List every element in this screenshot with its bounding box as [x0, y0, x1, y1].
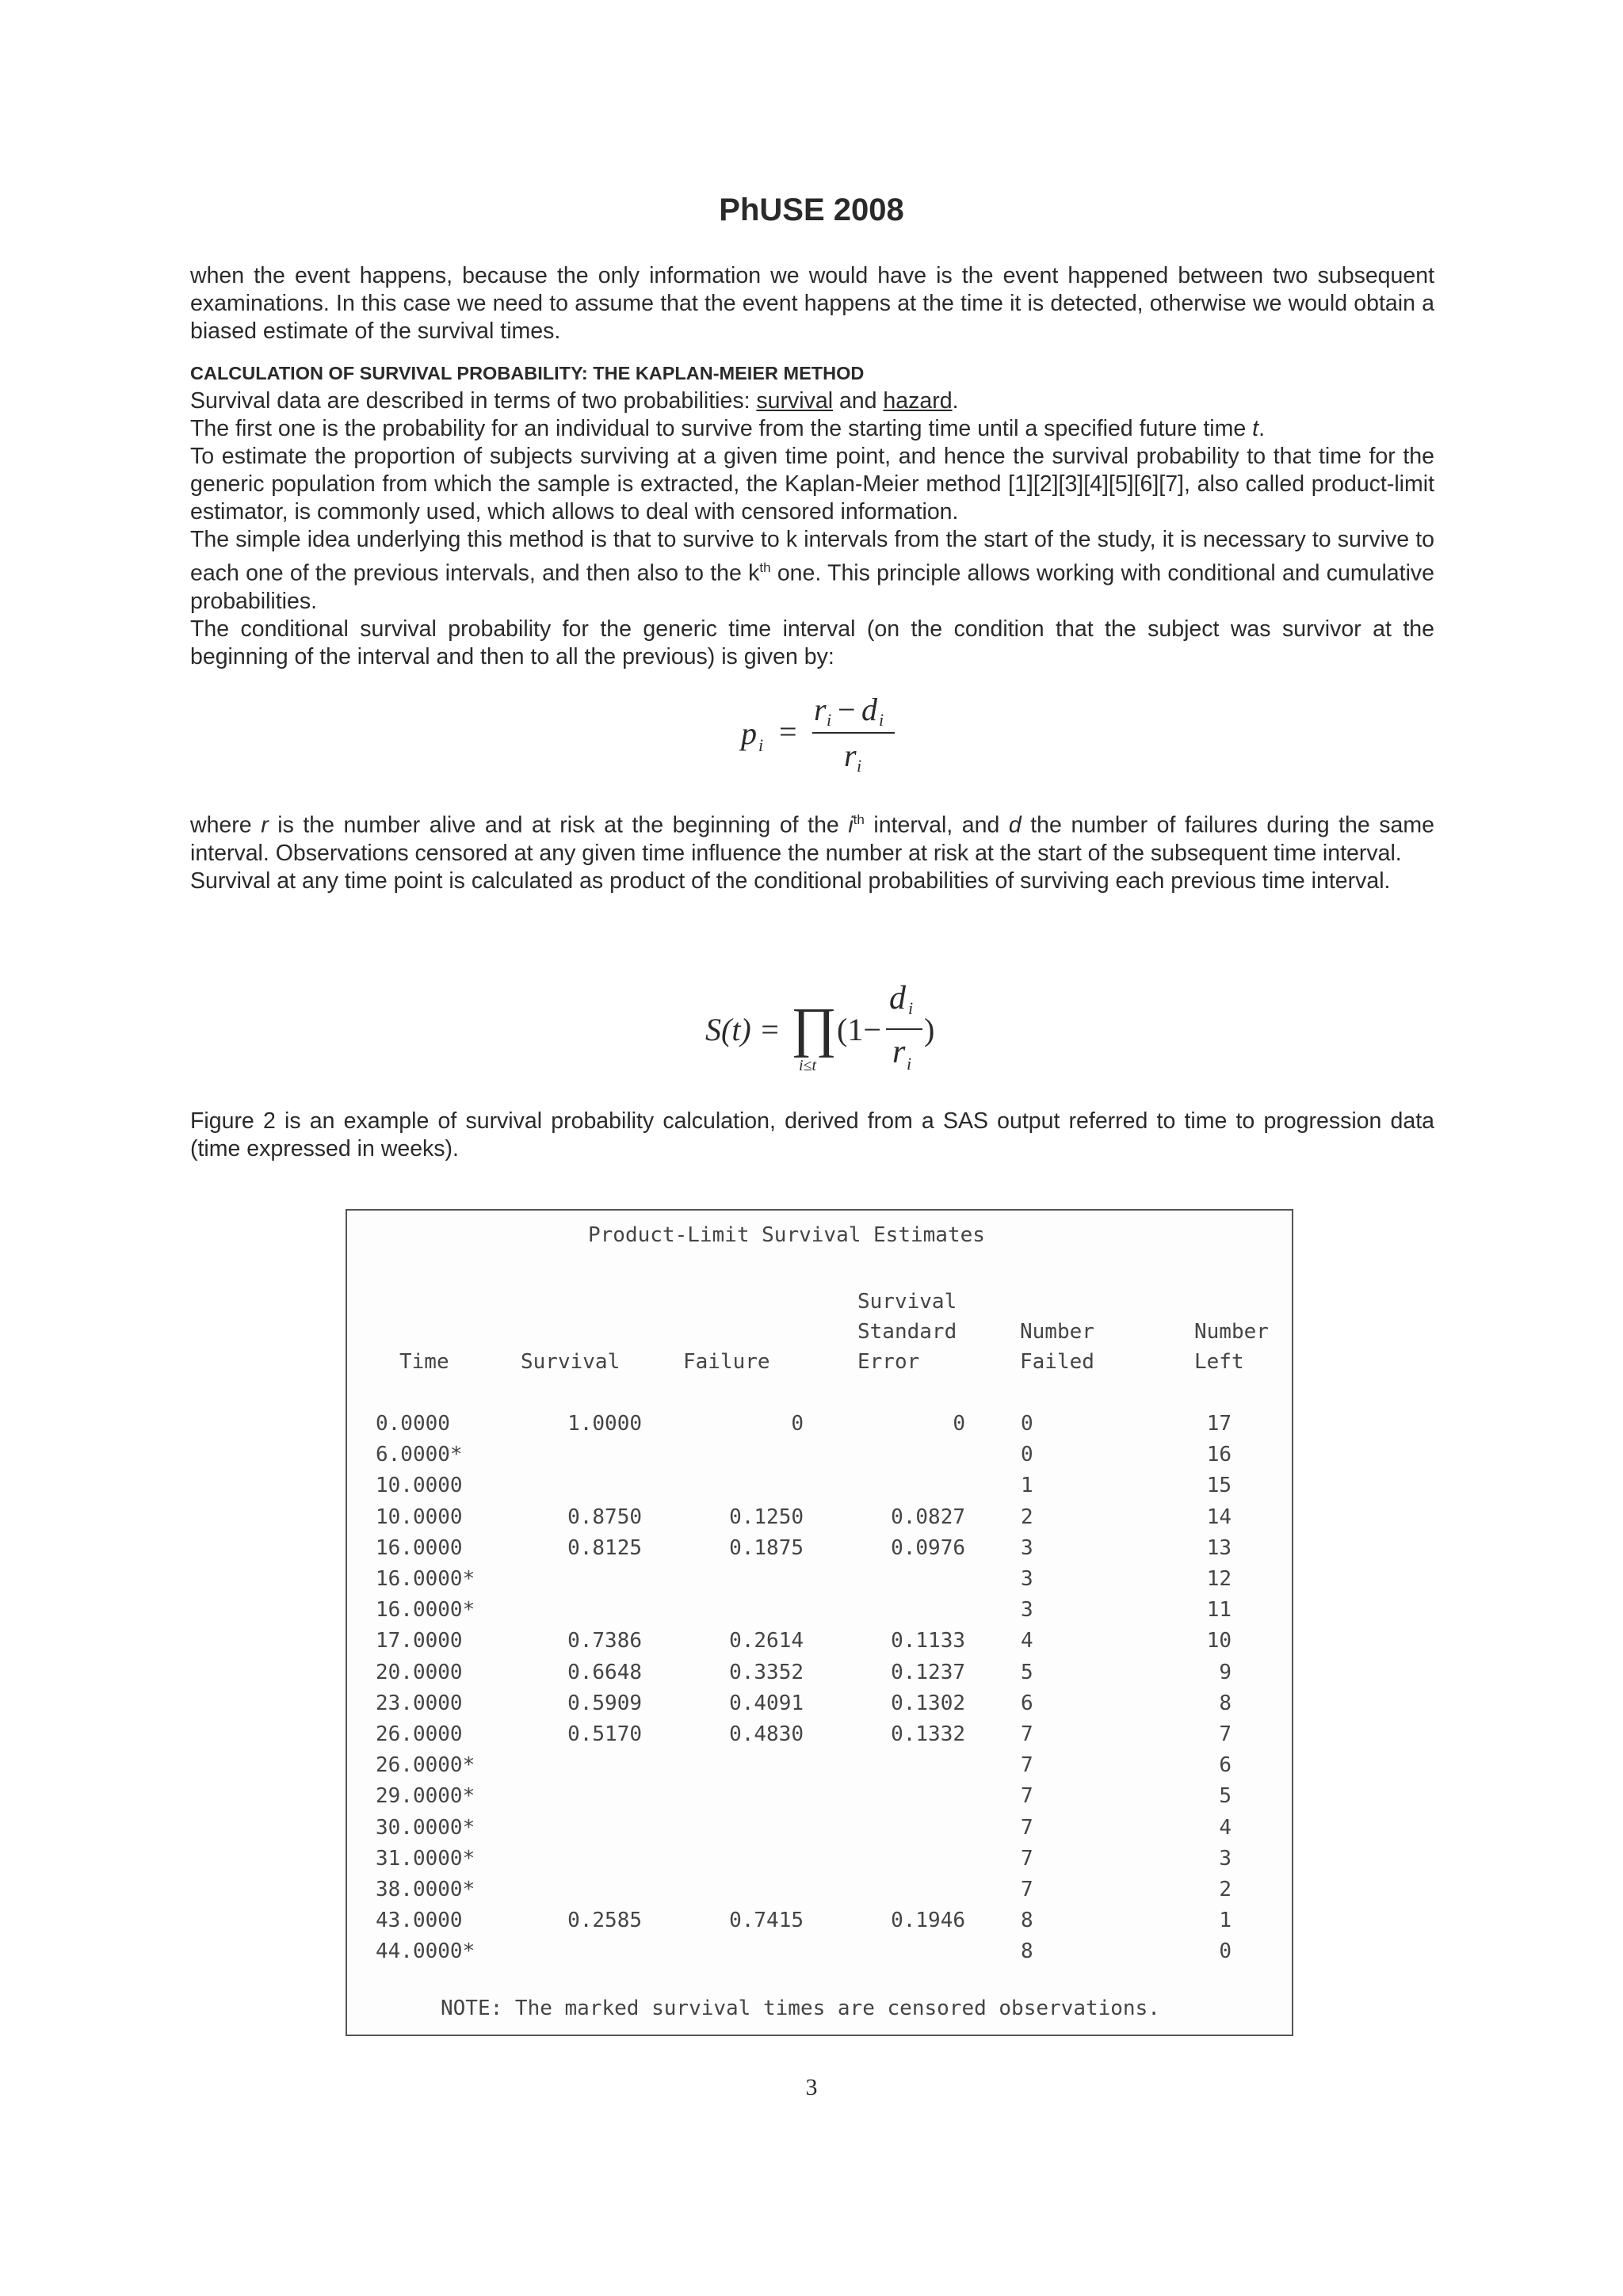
table-cell-failed: 1 [1021, 1474, 1033, 1498]
table-cell-failed: 7 [1021, 1846, 1033, 1871]
section-body-3 [190, 1108, 1434, 1163]
table-cell-left: 10 [1206, 1629, 1232, 1653]
header-se-line1: Survival [857, 1290, 957, 1314]
formula1-num-d-sub: i [879, 710, 884, 730]
header-survival: Survival [521, 1350, 621, 1374]
table-cell-se: 0 [953, 1412, 965, 1436]
table-cell-left: 6 [1219, 1753, 1232, 1778]
table-cell-survival: 0.5909 [567, 1691, 642, 1715]
table-cell-failed: 3 [1021, 1535, 1033, 1560]
p1-and: and [833, 388, 884, 414]
table-cell-left: 14 [1206, 1505, 1232, 1529]
table-cell-time: 31.0000* [376, 1846, 475, 1871]
table-cell-left: 12 [1206, 1567, 1232, 1591]
table-cell-survival: 0.6648 [567, 1660, 642, 1684]
header-failed-line1: Number [1020, 1320, 1094, 1344]
table-cell-survival: 0.8125 [567, 1535, 642, 1560]
table-cell-time: 16.0000* [376, 1567, 475, 1591]
table-cell-failed: 3 [1021, 1567, 1033, 1591]
p2-text: The first one is the probability for an individual to survive from the starting time until a specified future time [190, 416, 1253, 441]
p2-t: t [1252, 416, 1259, 441]
survival-estimates-table [346, 1209, 1293, 2036]
table-cell-failed: 7 [1021, 1753, 1033, 1778]
table-cell-survival: 0.5170 [567, 1722, 642, 1746]
formula2-num-sub: i [908, 998, 914, 1018]
table-cell-failed: 8 [1021, 1939, 1033, 1964]
page-number: 3 [805, 2074, 818, 2100]
formula1-p: p [741, 715, 757, 751]
formula2-close: ) [924, 1012, 935, 1047]
section-heading: CALCULATION OF SURVIVAL PROBABILITY: THE KAPLAN-MEIER METHOD [190, 363, 865, 383]
formula1-num-d: d [861, 692, 877, 727]
intro-paragraph [190, 262, 1434, 345]
table-cell-failed: 7 [1021, 1815, 1033, 1840]
product-symbol: ∏ [791, 997, 837, 1058]
paragraph-where [190, 806, 1434, 868]
header-left-line1: Number [1194, 1320, 1269, 1344]
table-cell-failure: 0 [791, 1412, 804, 1436]
p6-a: where [190, 812, 262, 838]
table-cell-time: 17.0000 [376, 1629, 463, 1653]
p4-text: The simple idea underlying this method is that to survive to k intervals from the start of the study, it is necessary to survive to each one of the previous intervals, and then also to the k [190, 527, 1434, 586]
table-note: NOTE: The marked survival times are censored observations. [441, 1997, 1160, 2020]
header-failed-line2: Failed [1020, 1350, 1094, 1374]
formula2-fraction-bar [886, 1028, 922, 1030]
formula2-den-r: r [892, 1034, 906, 1070]
table-cell-failure: 0.1250 [729, 1505, 804, 1529]
formula2-open: (1− [837, 1012, 881, 1047]
table-cell-failed: 7 [1021, 1878, 1033, 1901]
formula-survival-function [705, 979, 943, 1082]
table-cell-failure: 0.7415 [729, 1909, 804, 1933]
table-cell-failed: 3 [1021, 1598, 1033, 1623]
table-cell-survival: 0.7386 [567, 1629, 642, 1653]
table-cell-time: 44.0000* [376, 1939, 475, 1964]
formula1-num-r-sub: i [827, 710, 832, 730]
hazard-term: hazard [883, 388, 953, 414]
table-cell-se: 0.1133 [891, 1629, 965, 1653]
table-cell-failed: 7 [1021, 1722, 1033, 1746]
table-cell-failed: 0 [1021, 1443, 1033, 1467]
p1-text: Survival data are described in terms of two probabilities: [190, 388, 757, 414]
table-cell-left: 0 [1219, 1939, 1232, 1964]
table-cell-survival: 1.0000 [567, 1412, 642, 1436]
table-cell-failed: 6 [1021, 1691, 1033, 1715]
table-cell-survival: 0.2585 [567, 1909, 642, 1933]
paragraph-probabilities [190, 387, 1434, 415]
table-cell-left: 7 [1219, 1722, 1232, 1746]
p4-sup: th [759, 560, 771, 575]
table-cell-failed: 0 [1021, 1412, 1033, 1436]
table-cell-failure: 0.2614 [729, 1629, 804, 1653]
table-cell-time: 26.0000* [376, 1753, 475, 1778]
table-cell-left: 16 [1206, 1443, 1232, 1467]
table-cell-time: 6.0000* [376, 1443, 463, 1467]
table-cell-time: 30.0000* [376, 1815, 475, 1840]
table-cell-time: 23.0000 [376, 1691, 463, 1715]
p6-r: r [261, 812, 269, 838]
table-cell-failure: 0.3352 [729, 1660, 804, 1684]
formula2-lhs: S(t) = [705, 1012, 781, 1047]
formula1-den-r-sub: i [857, 756, 862, 776]
formula1-minus: − [838, 692, 856, 727]
p2-end: . [1258, 416, 1265, 441]
table-cell-time: 20.0000 [376, 1660, 463, 1684]
table-cell-time: 29.0000* [376, 1784, 475, 1809]
table-cell-left: 13 [1206, 1535, 1232, 1560]
p4-end: one. This principle allows working with conditional and cumulative probabilities. [190, 560, 1435, 614]
header-se-line3: Error [857, 1350, 920, 1374]
table-cell-left: 1 [1219, 1909, 1232, 1933]
table-cell-left: 11 [1206, 1598, 1232, 1623]
survival-term: survival [756, 388, 834, 414]
p6-d: d [1008, 812, 1022, 838]
table-cell-time: 43.0000 [376, 1909, 463, 1933]
table-cell-left: 3 [1219, 1846, 1232, 1871]
table-cell-failed: 4 [1021, 1629, 1033, 1653]
header-time: Time [399, 1350, 449, 1374]
table-cell-left: 15 [1206, 1474, 1232, 1498]
formula1-equals: = [779, 714, 797, 749]
paragraph-simple-idea [190, 526, 1434, 616]
paragraph-figure-2: Figure 2 is an example of survival probability calculation, derived from a SAS output referred to time to progression data (time expressed in weeks). [190, 1108, 1434, 1161]
header-failure: Failure [683, 1350, 770, 1374]
table-cell-failed: 7 [1021, 1784, 1033, 1809]
page-title: PhUSE 2008 [719, 193, 904, 227]
table-cell-time: 26.0000 [376, 1722, 463, 1746]
formula1-p-sub: i [758, 735, 764, 755]
formula-conditional-probability [741, 691, 899, 778]
formula1-den-r: r [844, 738, 857, 773]
table-title: Product-Limit Survival Estimates [588, 1223, 985, 1247]
table-cell-failed: 8 [1021, 1909, 1033, 1933]
table-cell-se: 0.1237 [891, 1660, 965, 1684]
table-cell-failure: 0.1875 [729, 1535, 804, 1560]
table-cell-left: 9 [1219, 1660, 1232, 1684]
table-cell-left: 8 [1219, 1691, 1232, 1715]
p6-c: interval, and [864, 812, 1009, 838]
p6-e: the number of failures during the same interval. Observations censored at any given time influence the number at risk at the start of the subsequent time interval. [190, 812, 1434, 866]
table-cell-failed: 2 [1021, 1505, 1033, 1529]
section-body [190, 387, 1434, 671]
table-cell-time: 16.0000* [376, 1598, 475, 1623]
table-cell-se: 0.0976 [891, 1535, 965, 1560]
table-cell-survival: 0.8750 [567, 1505, 642, 1529]
table-cell-left: 4 [1219, 1815, 1232, 1840]
table-cell-failed: 5 [1021, 1660, 1033, 1684]
header-se-line2: Standard [857, 1320, 957, 1344]
table-cell-time: 10.0000 [376, 1505, 463, 1529]
table-cell-failure: 0.4830 [729, 1722, 804, 1746]
paragraph-survival-product: Survival at any time point is calculated as product of the conditional probabilities of surviving each previous time interval. [190, 868, 1391, 894]
table-cell-left: 2 [1219, 1878, 1232, 1901]
intro-text: when the event happens, because the only information we would have is the event happened between two subsequent examinations. In this case we need to assume that the event happens at the time it is detected, otherwise we would obtain a biased estimate of the survival times. [190, 263, 1434, 344]
formula2-den-sub: i [907, 1054, 912, 1074]
table-cell-left: 17 [1206, 1412, 1232, 1436]
paragraph-kaplan-meier: To estimate the proportion of subjects surviving at a given time point, and hence the survival probability to that time for the generic population from which the sample is extracted, the Kaplan-Meier method [1][2][3][4][5][6][7], also called product-limit estimator, is commonly used, which allows to deal with censored information. [190, 444, 1434, 524]
product-index: i≤t [799, 1057, 817, 1074]
table-cell-se: 0.1302 [891, 1691, 965, 1715]
table-cell-time: 16.0000 [376, 1535, 463, 1560]
section-body-2 [190, 806, 1434, 895]
table-cell-left: 5 [1219, 1784, 1232, 1809]
formula1-num-r: r [814, 692, 827, 727]
table-cell-se: 0.1946 [891, 1909, 965, 1933]
paragraph-conditional: The conditional survival probability for the generic time interval (on the condition that the subject was survivor at the beginning of the interval and then to all the previous) is given by: [190, 616, 1434, 669]
table-cell-se: 0.0827 [891, 1505, 965, 1529]
formula1-fraction-bar [812, 732, 895, 734]
table-cell-time: 0.0000 [376, 1412, 450, 1436]
p1-end: . [952, 388, 959, 414]
p6-i: i [848, 812, 854, 838]
table-cell-time: 10.0000 [376, 1474, 463, 1498]
formula2-num-d: d [889, 980, 906, 1016]
table-cell-time: 38.0000* [376, 1878, 475, 1901]
table-cell-failure: 0.4091 [729, 1691, 804, 1715]
p6-b: is the number alive and at risk at the beginning of the [268, 812, 849, 838]
table-cell-se: 0.1332 [891, 1722, 965, 1746]
p6-sup: th [853, 812, 865, 827]
header-left-line2: Left [1194, 1350, 1244, 1374]
paragraph-first-probability [190, 415, 1434, 443]
